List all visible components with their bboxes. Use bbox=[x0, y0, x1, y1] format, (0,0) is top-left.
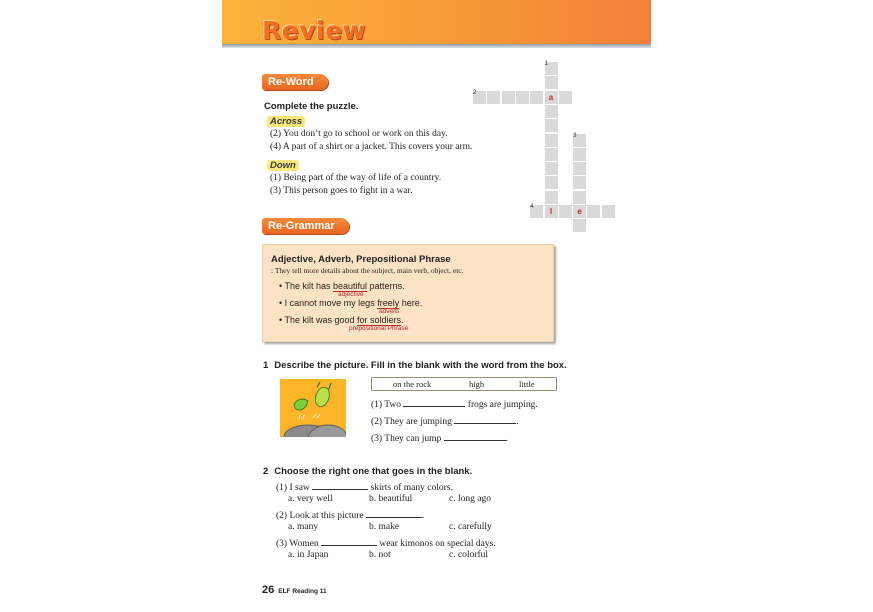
crossword-cell[interactable] bbox=[559, 205, 572, 218]
crossword-cell[interactable] bbox=[573, 176, 586, 189]
crossword-cell[interactable] bbox=[530, 205, 543, 218]
word-option: on the rock bbox=[393, 379, 432, 389]
word-option: little bbox=[519, 379, 535, 389]
grammar-example-3 bbox=[279, 315, 404, 325]
example-target: beautiful bbox=[333, 281, 368, 291]
page-title: Review bbox=[262, 16, 367, 45]
book-title: ELF Reading 11 bbox=[278, 588, 327, 595]
clue-number: 4 bbox=[530, 204, 534, 210]
page-footer bbox=[262, 584, 327, 596]
answer-blank[interactable] bbox=[312, 481, 368, 490]
crossword-cell[interactable] bbox=[545, 76, 558, 89]
clue-number: 3 bbox=[573, 132, 577, 139]
example-tag-adverb: adverb bbox=[379, 308, 399, 315]
exercise-1-heading bbox=[263, 360, 567, 371]
down-label: Down bbox=[267, 160, 299, 171]
exercise-2-instruction: Choose the right one that goes in the blank. bbox=[274, 466, 473, 477]
item-text: . bbox=[505, 434, 509, 444]
option-a[interactable]: a. many bbox=[288, 522, 319, 532]
crossword-cell[interactable] bbox=[573, 219, 586, 232]
crossword-cell[interactable] bbox=[587, 205, 600, 218]
example-tag-adjective: adjective bbox=[338, 291, 364, 298]
exercise-1-item-3 bbox=[371, 432, 508, 444]
section-label-regrammar: Re-Grammar bbox=[262, 218, 349, 234]
crossword-cell[interactable] bbox=[545, 119, 558, 132]
crossword-cell[interactable] bbox=[545, 176, 558, 189]
example-target: for soldiers bbox=[357, 315, 402, 325]
item-text: (1) I saw bbox=[276, 483, 310, 493]
frogs-illustration bbox=[280, 379, 346, 437]
clue-number: 2 bbox=[473, 89, 477, 96]
item-text: skirts of many colors. bbox=[370, 483, 453, 493]
option-b[interactable]: b. make bbox=[369, 522, 400, 532]
crossword-cell[interactable] bbox=[545, 91, 558, 104]
section-label-reword: Re-Word bbox=[262, 74, 328, 90]
crossword-cell[interactable] bbox=[573, 191, 586, 204]
exercise-2-item-1 bbox=[276, 481, 453, 493]
revealed-letter: l bbox=[549, 207, 553, 216]
page-number: 26 bbox=[262, 584, 275, 596]
option-a[interactable]: a. in Japan bbox=[288, 550, 329, 560]
crossword-cell[interactable] bbox=[573, 162, 586, 175]
item-text: . bbox=[516, 417, 519, 427]
crossword-cell[interactable] bbox=[516, 91, 529, 104]
example-text: • The kilt has bbox=[279, 281, 334, 291]
crossword-cell[interactable] bbox=[502, 91, 515, 104]
clue-across-2: (2) You don’t go to school or work on this day. bbox=[270, 129, 448, 139]
example-text: • I cannot move my legs bbox=[279, 298, 378, 308]
answer-blank[interactable] bbox=[444, 432, 506, 441]
clue-number: 1 bbox=[544, 61, 548, 67]
crossword-cell[interactable] bbox=[487, 91, 500, 104]
exercise-1-instruction: Describe the picture. Fill in the blank with the word from the box. bbox=[274, 360, 567, 371]
item-text: (2) They are jumping bbox=[371, 417, 452, 427]
clue-down-3: (3) This person goes to fight in a war. bbox=[270, 186, 413, 196]
item-text: (1) Two bbox=[371, 400, 402, 410]
exercise-2-heading bbox=[263, 466, 472, 477]
example-text: . bbox=[401, 315, 404, 325]
crossword-cell[interactable] bbox=[545, 191, 558, 204]
clue-across-4: (4) A part of a shirt or a jacket. This covers your arm. bbox=[270, 142, 473, 152]
item-text: . bbox=[421, 511, 425, 521]
exercise-1-item-2 bbox=[371, 415, 519, 427]
item-text: frogs are jumping. bbox=[467, 400, 538, 410]
crossword-cell[interactable] bbox=[545, 62, 558, 75]
grammar-box-title: Adjective, Adverb, Prepositional Phrase bbox=[271, 254, 451, 265]
grammar-example-1 bbox=[279, 281, 405, 291]
crossword-cell[interactable] bbox=[545, 134, 558, 147]
option-a[interactable]: a. very well bbox=[288, 494, 333, 504]
exercise-2-number: 2 bbox=[263, 466, 269, 477]
revealed-letter: a bbox=[548, 92, 554, 102]
crossword-cell[interactable] bbox=[573, 148, 586, 161]
option-b[interactable]: b. not bbox=[369, 550, 391, 560]
example-text: here. bbox=[399, 298, 423, 308]
crossword-cell[interactable] bbox=[602, 205, 615, 218]
example-tag-prepositional-phrase: prepositional Phrase bbox=[349, 325, 409, 332]
grammar-example-2 bbox=[279, 298, 422, 308]
option-b[interactable]: b. beautiful bbox=[369, 494, 413, 504]
puzzle-instruction: Complete the puzzle. bbox=[264, 101, 359, 112]
item-text: wear kimonos on special days. bbox=[379, 539, 496, 549]
exercise-2-item-3 bbox=[276, 537, 496, 549]
item-text: (3) They can jump bbox=[371, 434, 442, 444]
grammar-box-subtitle: : They tell more details about the subject, main verb, object, etc. bbox=[271, 266, 464, 275]
answer-blank[interactable] bbox=[321, 537, 377, 546]
crossword-cell[interactable] bbox=[545, 105, 558, 118]
crossword-cell[interactable] bbox=[559, 91, 572, 104]
grammar-box bbox=[262, 244, 554, 342]
crossword-cell[interactable] bbox=[573, 134, 586, 147]
exercise-1-item-1 bbox=[371, 398, 538, 410]
example-text: patterns. bbox=[367, 281, 405, 291]
across-label: Across bbox=[267, 116, 305, 127]
crossword-cell[interactable] bbox=[545, 205, 558, 218]
option-c[interactable]: c. long ago bbox=[449, 494, 491, 504]
crossword-cell[interactable] bbox=[530, 91, 543, 104]
example-target: freely bbox=[377, 298, 400, 308]
crossword-cell[interactable] bbox=[545, 148, 558, 161]
answer-blank[interactable] bbox=[454, 415, 516, 424]
item-text: (3) Women bbox=[276, 539, 319, 549]
exercise-2-item-2 bbox=[276, 509, 424, 521]
crossword-cell[interactable] bbox=[573, 205, 586, 218]
crossword-cell[interactable] bbox=[473, 91, 486, 104]
option-c[interactable]: c. carefully bbox=[449, 522, 492, 532]
answer-blank[interactable] bbox=[403, 398, 465, 407]
word-option: high bbox=[469, 379, 485, 389]
exercise-1-number: 1 bbox=[263, 360, 269, 371]
option-c[interactable]: c. colorful bbox=[449, 550, 489, 560]
crossword-cell[interactable] bbox=[545, 162, 558, 175]
answer-blank[interactable] bbox=[366, 509, 422, 518]
item-text: (2) Look at this picture bbox=[276, 511, 364, 521]
frogs-jumping-picture bbox=[280, 379, 346, 437]
clue-down-1: (1) Being part of the way of life of a country. bbox=[270, 173, 442, 183]
word-box bbox=[371, 377, 557, 391]
revealed-letter: e bbox=[577, 207, 582, 216]
example-text: • The kilt was good bbox=[279, 315, 358, 325]
